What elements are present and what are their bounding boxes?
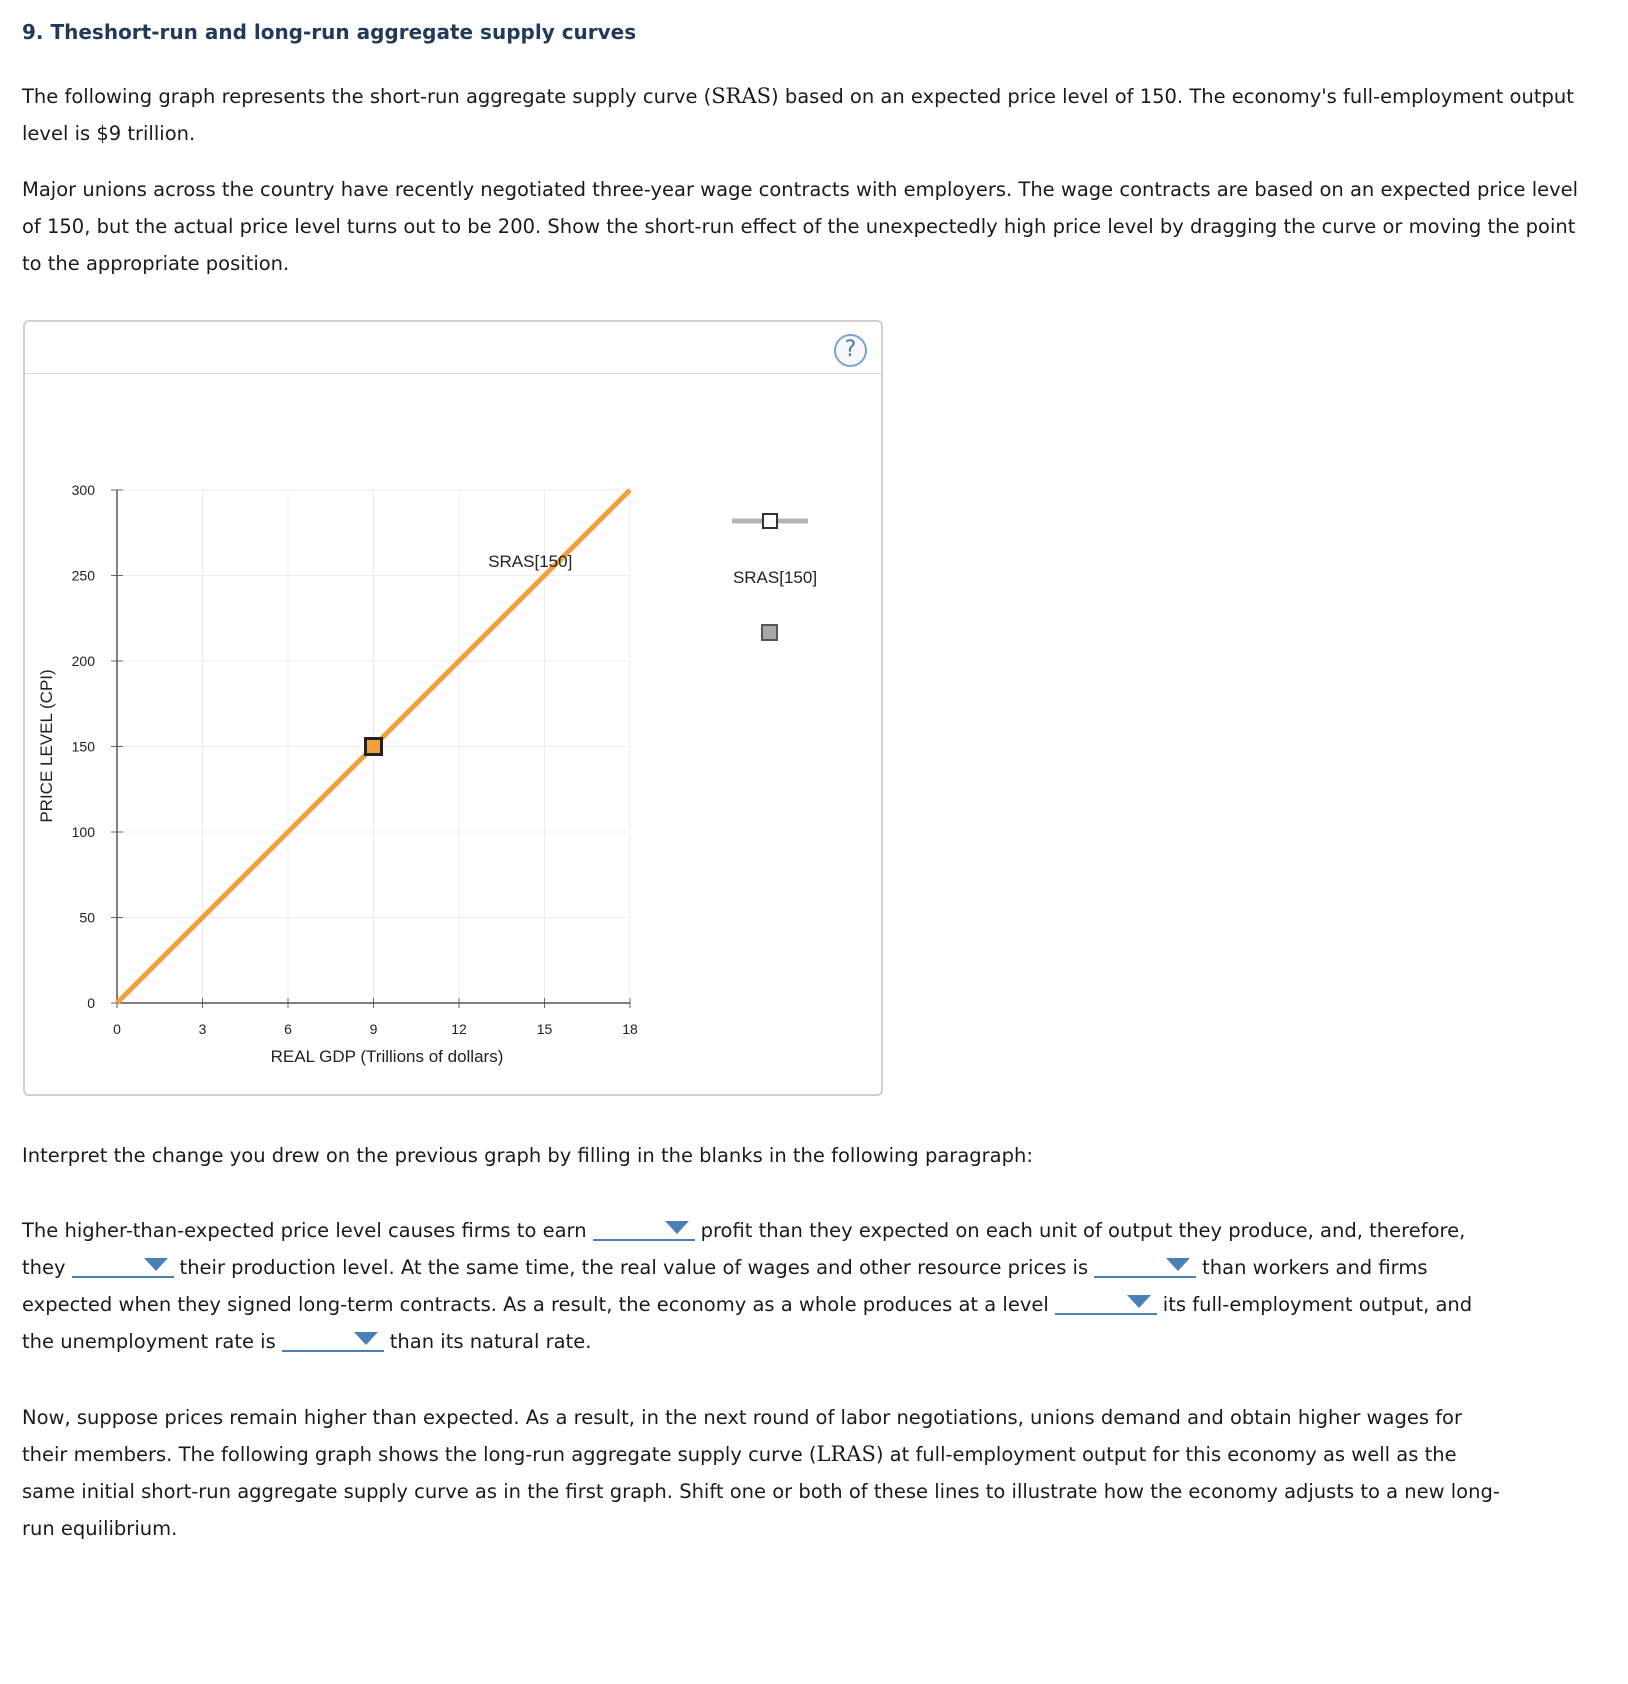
sras-curve-label: SRAS[150]	[488, 551, 573, 571]
lras-term: LRAS	[816, 1442, 876, 1466]
next-text-b: ) at full-employment output for this economy as well as the same initial short-run aggregate supply curve as in the first graph. Shift one or both of these lines to illustrate how the economy adjusts to a new long-run equilibrium.	[22, 1443, 1500, 1540]
fill-text-5: its full-employment output, and the unemployment rate is	[22, 1293, 1473, 1353]
dropdown-unemployment[interactable]	[282, 1328, 384, 1352]
y-axis-label: PRICE LEVEL (CPI)	[37, 669, 56, 823]
fill-text-2: profit than they expected on each unit of output they produce, and, therefore, they	[22, 1219, 1466, 1279]
y-tick-label: 300	[71, 482, 95, 498]
x-tick-label: 18	[622, 1021, 638, 1037]
x-tick-label: 12	[451, 1021, 467, 1037]
legend	[732, 514, 817, 640]
y-tick-label: 150	[71, 738, 95, 755]
intro-text-b: ) based on an expected price level of 150. The economy's full-employment output level is $9 trillion.	[22, 85, 1574, 145]
y-tick-label: 50	[79, 909, 95, 926]
dropdown-production[interactable]	[72, 1254, 174, 1278]
x-tick-label: 15	[536, 1021, 553, 1037]
fill-text-3: their production level. At the same time, the real value of wages and other resource prices is	[179, 1256, 1089, 1279]
x-axis-label: REAL GDP (Trillions of dollars)	[270, 1047, 504, 1066]
x-tick-label: 9	[369, 1021, 378, 1037]
dropdown-profit[interactable]	[593, 1217, 695, 1241]
y-tick-label: 200	[71, 653, 95, 669]
intro-text-a: The following graph represents the short-run aggregate supply curve (	[22, 85, 712, 108]
next-text-a: Now, suppose prices remain higher than expected. As a result, in the next round of labor negotiations, unions demand and obtain higher wages for their members. The following graph shows the long-run aggregate supply curve (	[22, 1406, 1463, 1466]
fill-text-6: than its natural rate.	[389, 1330, 592, 1353]
sras-term: SRAS	[711, 84, 772, 108]
y-tick-label: 250	[71, 567, 95, 584]
next-paragraph	[22, 1399, 1502, 1547]
dropdown-output-level[interactable]	[1055, 1291, 1157, 1315]
fill-in-paragraph	[22, 1212, 1492, 1360]
y-tick-label: 0	[87, 995, 95, 1011]
dropdown-real-wages[interactable]	[1094, 1254, 1196, 1278]
help-icon[interactable]: ?	[834, 334, 867, 367]
x-tick-label: 6	[284, 1021, 292, 1037]
page-title: 9. Theshort-run and long-run aggregate supply curves	[22, 20, 637, 44]
fill-text-1: The higher-than-expected price level causes firms to earn	[22, 1219, 587, 1242]
x-tick-label: 0	[113, 1021, 121, 1037]
sras-point-handle[interactable]	[366, 739, 382, 755]
legend-point-icon[interactable]	[762, 625, 777, 640]
intro-paragraph-2: Major unions across the country have recently negotiated three-year wage contracts with employers. The wage contracts are based on an expected price level of 150, but the actual price level turns out to be 200. Show the short-run effect of the unexpectedly high price level by dragging the curve or moving the point to the appropriate position.	[22, 178, 1579, 275]
legend-line-handle[interactable]	[763, 514, 777, 528]
fill-text-4: than workers and firms expected when they signed long-term contracts. As a result, the economy as a whole produces at a level	[22, 1256, 1428, 1316]
x-tick-label: 3	[198, 1021, 207, 1037]
y-tick-label: 100	[71, 824, 95, 840]
legend-label: SRAS[150]	[732, 568, 818, 587]
interpret-heading: Interpret the change you drew on the previous graph by filling in the blanks in the following paragraph:	[22, 1144, 1033, 1167]
